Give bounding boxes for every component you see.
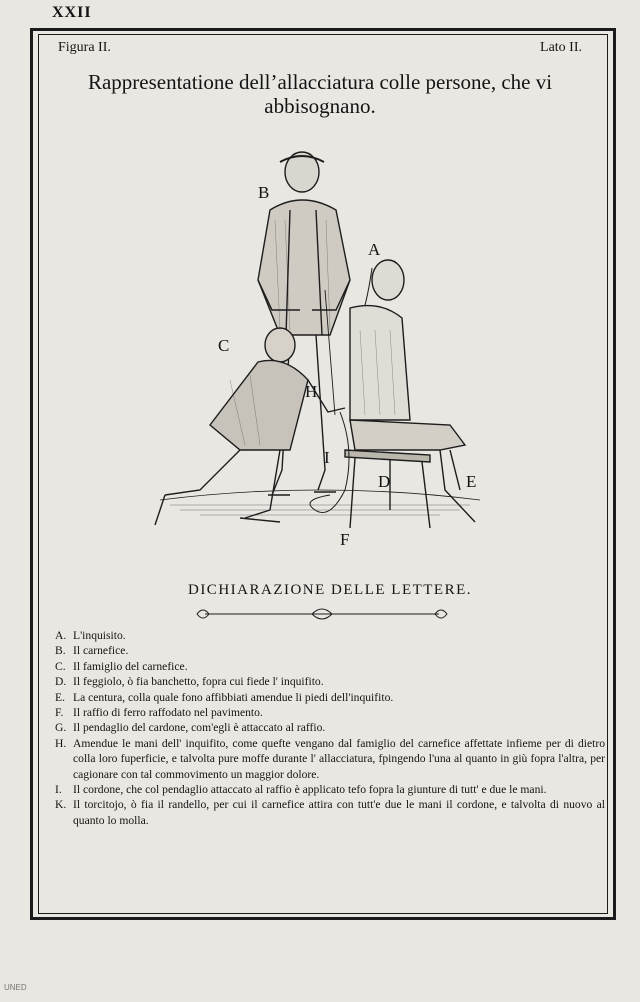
watermark: UNED — [4, 983, 27, 992]
legend-text: L'inquisito. — [73, 629, 126, 642]
letter-c: C — [218, 336, 230, 355]
legend-text: Il famiglio del carnefice. — [73, 659, 188, 673]
side-label: Lato II. — [540, 40, 582, 55]
legend-item — [55, 705, 605, 720]
legend-item — [55, 659, 605, 674]
page-number: XXII — [52, 4, 92, 21]
legend — [55, 628, 605, 828]
legend-letter: E. — [55, 690, 65, 704]
illustration — [140, 150, 510, 550]
legend-text: Il raffio di ferro raffodato nel pavimento. — [73, 706, 263, 720]
legend-item — [55, 643, 605, 658]
legend-text: Il cordone, che col pendaglio attaccato al raffio è applicato tefo fopra la giunture di tutt' e due le mani. — [73, 783, 547, 797]
legend-text: Il torcitojo, ò fia il randello, per cui il carnefice attira con tutt'e due le mani il cordone, e talvolta di nuovo al quanto lo molla. — [73, 798, 605, 827]
letter-e: E — [466, 472, 477, 491]
letter-h: H — [305, 382, 318, 401]
letter-f: F — [340, 530, 350, 549]
legend-letter: C. — [55, 659, 66, 673]
legend-item — [55, 797, 605, 828]
legend-letter: A. — [55, 629, 67, 642]
figure-label: Figura II. — [58, 40, 111, 55]
legend-letter: H. — [55, 736, 67, 750]
legend-letter: I. — [55, 783, 62, 797]
letter-i: I — [324, 448, 330, 467]
legend-text: Amendue le mani dell' inquifito, come quefte vengano dal famiglio del carnefice affettate infieme per di dietro colla loro fuperficie, e talvolta pure moffe durante l' allacciatura, fpingendo l'una al quanto in giù fopra l'altra, per cagionare con tal commovimento un maggior dolore. — [73, 736, 605, 781]
legend-item — [55, 736, 605, 782]
legend-item — [55, 628, 605, 643]
legend-letter: F. — [55, 706, 64, 720]
legend-text: La centura, colla quale fono affibbiati amendue li piedi dell'inquifito. — [73, 690, 394, 704]
engraving — [140, 150, 510, 550]
ornament-rule — [195, 606, 449, 622]
legend-text: Il pendaglio del cardone, com'egli è attaccato al raffio. — [73, 721, 326, 735]
legend-letter: K. — [55, 798, 67, 812]
legend-text: Il carnefice. — [73, 644, 129, 658]
letter-a: A — [368, 240, 381, 259]
legend-item — [55, 674, 605, 689]
plate-title: Rappresentatione dell’allacciatura colle persone, che vi abbisognano. — [87, 70, 553, 118]
legend-item — [55, 782, 605, 797]
legend-text: Il feggiolo, ò fia banchetto, fopra cui fiede l' inquifito. — [73, 675, 324, 689]
legend-item — [55, 720, 605, 735]
legend-letter: B. — [55, 644, 66, 658]
legend-item — [55, 690, 605, 705]
letter-b: B — [258, 183, 270, 202]
section-heading: DICHIARAZIONE DELLE LETTERE. — [187, 582, 473, 598]
legend-letter: G. — [55, 721, 67, 735]
letter-d: D — [378, 472, 391, 491]
legend-letter: D. — [55, 675, 67, 689]
